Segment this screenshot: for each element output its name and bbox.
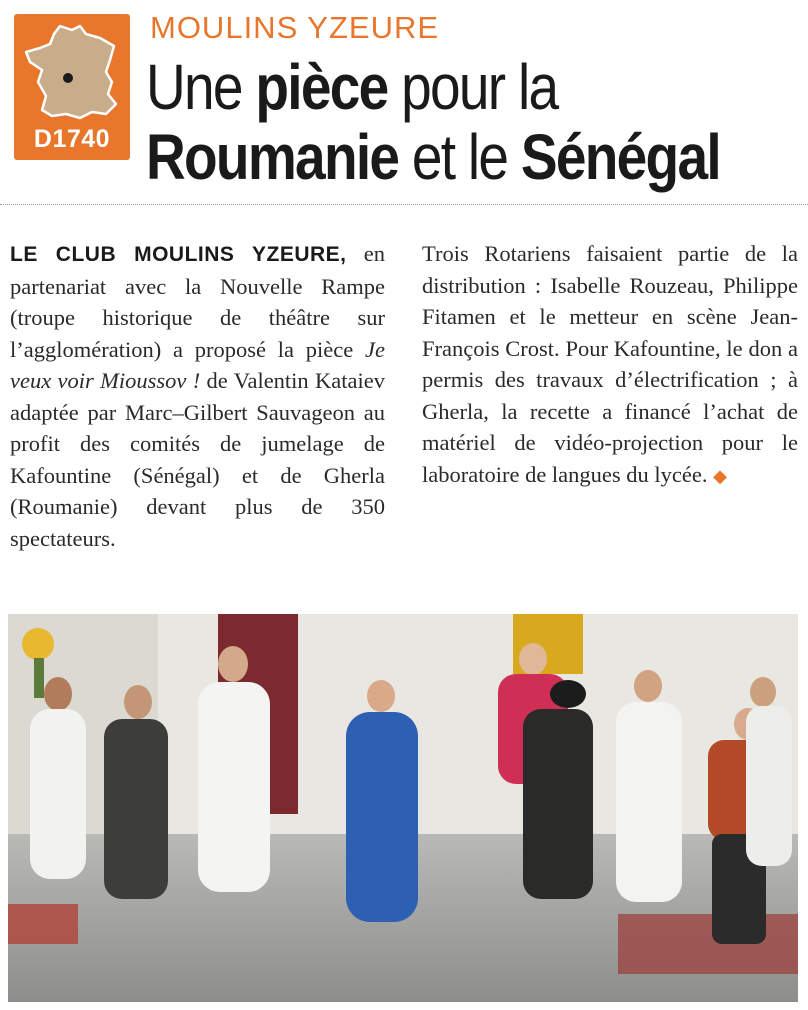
- header-divider: [0, 204, 808, 205]
- headline: [146, 51, 720, 193]
- theatre-troupe-on-stage-photo: [8, 614, 798, 1002]
- play-title: Je veux voir Mioussov !: [10, 336, 385, 393]
- article-text-2: Trois Rotariens faisaient partie de la distribution : Isabelle Rouzeau, Philippe Fitamen et le metteur en scène Jean-François Crost. Pour Kafountine, le don a permis des travaux d’électrification ; à Gherla, la recette a financé l’achat de matériel de vidéo-projection pour le laboratoire de langues du lycée.: [422, 241, 798, 487]
- department-code: D1740: [33, 125, 111, 153]
- article-lead: LE CLUB MOULINS YZEURE,: [10, 243, 347, 266]
- end-mark-icon: ◆: [713, 465, 727, 486]
- article-column-right: [422, 238, 798, 492]
- section-kicker: MOULINS YZEURE: [150, 10, 440, 45]
- france-map-icon: [20, 20, 124, 124]
- article-text-1a: en partenariat avec la Nouvelle Rampe (troupe historique de théâtre sur l’agglomération) a proposé la pièce: [10, 241, 385, 362]
- department-badge: [14, 14, 130, 160]
- headline-line-1: Une pièce pour la: [146, 51, 558, 123]
- headline-line-2: Roumanie et le Sénégal: [146, 121, 720, 193]
- article-column-left: [10, 238, 385, 554]
- article-text-1b: de Valentin Kataiev adaptée par Marc–Gilbert Sauvageon au profit des comités de jumelage de Kafountine (Sénégal) et de Gherla (Roumanie) devant plus de 350 spectateurs.: [10, 368, 385, 551]
